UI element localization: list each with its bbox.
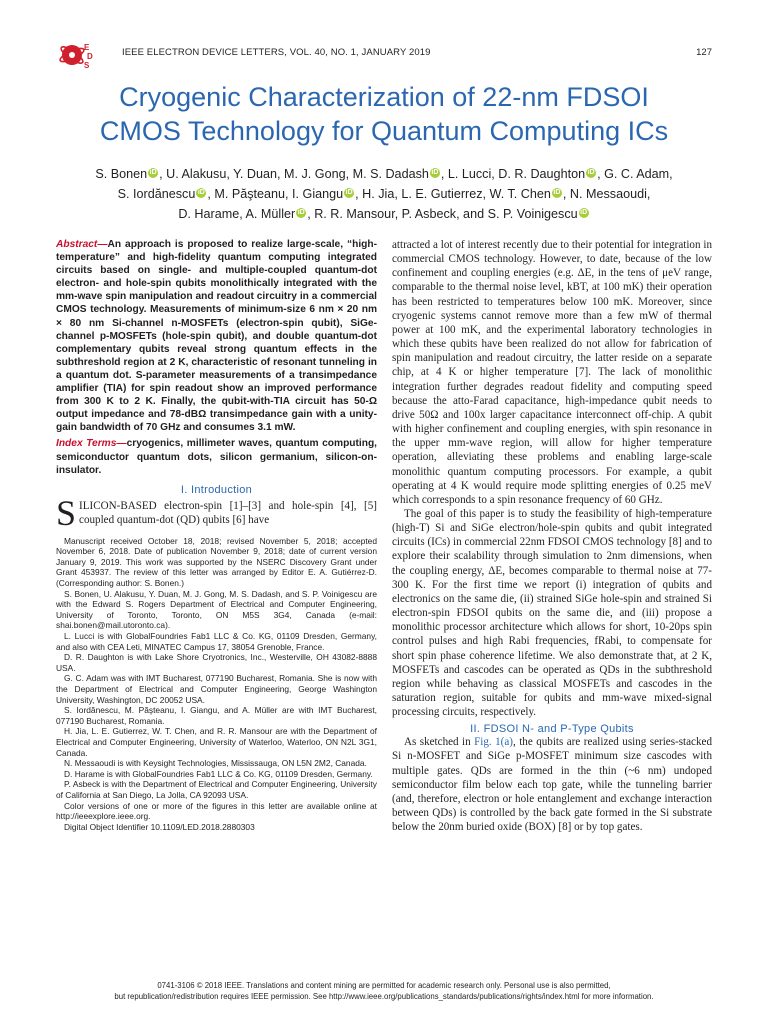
drop-cap: S [56, 492, 77, 533]
right-column [392, 238, 712, 834]
copyright-line-1: 0741-3106 © 2018 IEEE. Translations and content mining are permitted for academic research only. Personal use is also permitted, [157, 981, 611, 990]
footnote: G. C. Adam was with IMT Bucharest, 077190 Bucharest, Romania. She is now with the Department of Electrical and Computer Engineering, George Washington University, Washington, DC 20052 USA. [56, 673, 377, 705]
footnote: L. Lucci is with GlobalFoundries Fab1 LLC & Co. KG, 01109 Dresden, Germany, and also with CEA Leti, MINATEC Campus 17, 38054 Grenoble, France. [56, 631, 377, 652]
author-text: , L. Lucci, D. R. Daughton [440, 167, 586, 181]
footnote: D. R. Daughton is with Lake Shore Cryotronics, Inc., Westerville, OH 43082-8888 USA. [56, 652, 377, 673]
author-text: S. Bonen [95, 167, 148, 181]
author-line-3 [40, 204, 728, 224]
title-line-2: CMOS Technology for Quantum Computing ICs [99, 116, 669, 146]
author-line-1 [40, 164, 728, 184]
orcid-icon[interactable]: iD [197, 189, 205, 196]
footnote: D. Harame is with GlobalFoundries Fab1 LLC & Co. KG, 01109 Dresden, Germany. [64, 768, 373, 779]
left-column [56, 238, 377, 832]
svg-text:E: E [84, 43, 90, 52]
author-line-2 [40, 184, 728, 204]
footnote: S. Bonen, U. Alakusu, Y. Duan, M. J. Gong, M. S. Dadash, and S. P. Voinigescu are with the Edward S. Rogers Department of Electrical and Computer Engineering, University of Toronto, Toronto, ON M5S 3G4, Canada (e-mail: shai.bonen@mail.utoronto.ca). [56, 588, 377, 631]
svg-text:S: S [84, 61, 90, 70]
title-line-1: Cryogenic Characterization of 22-nm FDSOI [119, 82, 649, 112]
paper-title [40, 80, 728, 148]
author-text: , G. C. Adam, [597, 167, 673, 181]
body-text-run: , the qubits are realized using series-stacked Si n-MOSFET and SiGe p-MOSFET minimum size cascodes with multiple gates. QDs are formed in the thin (~6 nm) undoped semiconductor film below each top gate, while the tunneling barrier (and, therefore, electron or hole entanglement and exchange interaction between QDs) is controlled by the back gate formed in the Si substrate below the 20nm buried oxide (BOX) [8] or by top gates. [392, 736, 712, 834]
orcid-icon[interactable]: iD [431, 169, 439, 176]
body-text-run: As sketched in [404, 736, 475, 749]
author-text: , H. Jia, L. E. Gutierrez, W. T. Chen [355, 187, 551, 201]
orcid-icon[interactable]: iD [580, 209, 588, 216]
author-text: , N. Messaoudi, [562, 187, 651, 201]
author-text: S. Iordănescu [117, 187, 196, 201]
index-terms-lead: Index Terms— [56, 438, 127, 450]
body-text-section-2 [392, 735, 712, 834]
abstract-text: An approach is proposed to realize large-scale, “high-temperature” and high-fidelity quantum computing integrated circuits based on single- and multiple-coupled quantum-dot electron- and hole-spin qubits monolithically integrated with the mm-wave spin manipulation and readout circuitry in a commercial CMOS technology. Measurements of minimum-size 6 nm × 20 nm × 80 nm Si-channel n-MOSFETs (electron-spin qubit), SiGe-channel p-MOSFETs (hole-spin qubit), and double quantum-dot complementary qubits reveal strong quantum effects in the subthreshold region at 2 K, characteristic of resonant tunneling in a quantum dot. S-parameter measurements of a transimpedance amplifier (TIA) for spin readout show an improved performance from 300 K to 2 K. Finally, the qubit-with-TIA circuit has 50-Ω output impedance and 78-dBΩ transimpedance gain with a unity-gain bandwidth of 70 GHz and consumes 3.1 mW. [56, 239, 377, 434]
svg-text:D: D [87, 52, 93, 61]
footnote: P. Asbeck is with the Department of Electrical and Computer Engineering, University of California at San Diego, La Jolla, CA 92093 USA. [56, 779, 377, 800]
index-terms-text: cryogenics, millimeter waves, quantum computing, semiconductor quantum dots, silicon germanium, silicon-on-insulator. [56, 438, 378, 476]
body-text [392, 238, 712, 719]
figure-link[interactable]: Fig. 1(a) [474, 736, 513, 749]
copyright-footer [40, 980, 728, 1002]
footnote: S. Iordănescu, M. Păşteanu, I. Giangu, and A. Müller are with IMT Bucharest, 077190 Bucharest, Romania. [56, 705, 377, 726]
orcid-icon[interactable]: iD [297, 209, 305, 216]
author-text: , U. Alakusu, Y. Duan, M. J. Gong, M. S. Dadash [159, 167, 429, 181]
eds-logo-icon [58, 40, 114, 70]
body-paragraph-3 [392, 735, 712, 834]
orcid-icon[interactable]: iD [149, 169, 157, 176]
body-paragraph-2: The goal of this paper is to study the feasibility of high-temperature (high-T) Si and SiGe electron/hole-spin qubits and qubit integrated circuits (ICs) in commercial 22nm FDSOI CMOS technology [8] and to explore their scalability through simulation to 2nm dimensions, when the coupling energy, ΔE, becomes comparable to thermal noise at 77-300 K. For the first time we report (i) integration of qubits and electronics on the same die, (ii) strained SiGe hole-spin and strained Si electron-spin FDSOI qubits on the same die, and (iii) propose a monolithic processor architecture which allows for short, 10-20ps spin control pulses and high Rabi frequencies, fRabi, to compensate for short spin phase coherence lifetime. We also demonstrate that, at 2 K, MOSFETs and cascodes can be operated as QDs in the subthreshold region while behaving as classical MOSFETs and cascodes in the saturation region, suitable for qubits and mm-wave mixed-signal processing circuits, respectively. [392, 507, 712, 719]
author-text: , M. Păşteanu, I. Giangu [207, 187, 344, 201]
page-header [56, 40, 712, 72]
index-terms [56, 437, 377, 476]
section-heading-qubits: II. FDSOI N- and P-Type Qubits [470, 723, 634, 736]
footnotes [56, 536, 377, 833]
intro-text: ILICON-BASED electron-spin [1]–[3] and hole-spin [4], [5] coupled quantum-dot (QD) qubits [6] have [79, 499, 377, 526]
orcid-icon[interactable]: iD [587, 169, 595, 176]
footnote: Manuscript received October 18, 2018; revised November 5, 2018; accepted November 6, 2018. Date of publication November 9, 2018; date of current version January 9, 2019. This work was supported by the NSERC Discovery Grant under Grant 453937. The review of this letter was arranged by Editor E. A. Gutiérrez-D. (Corresponding author: S. Bonen.) [56, 535, 377, 589]
copyright-line-2: but republication/redistribution requires IEEE permission. See http://www.ieee.org/publications_standards/publications/rights/index.html for more information. [114, 992, 654, 1001]
author-list [40, 164, 728, 224]
author-text: D. Harame, A. Müller [178, 207, 296, 221]
footnote: Color versions of one or more of the figures in this letter are available online at http://ieeexplore.ieee.org. [56, 800, 377, 822]
journal-name: IEEE ELECTRON DEVICE LETTERS, VOL. 40, NO. 1, JANUARY 2019 [122, 47, 431, 58]
intro-paragraph [56, 492, 377, 533]
author-text: , R. R. Mansour, P. Asbeck, and S. P. Voinigescu [307, 207, 578, 221]
section-heading-introduction: I. Introduction [180, 483, 253, 496]
orcid-icon[interactable]: iD [553, 189, 561, 196]
footnote: N. Messaoudi is with Keysight Technologies, Mississauga, ON L5N 2M2, Canada. [64, 758, 367, 769]
abstract [56, 238, 377, 434]
orcid-icon[interactable]: iD [345, 189, 353, 196]
doi[interactable]: Digital Object Identifier 10.1109/LED.2018.2880303 [64, 821, 255, 832]
footnote: H. Jia, L. E. Gutierrez, W. T. Chen, and R. R. Mansour are with the Department of Electrical and Computer Engineering, University of Waterloo, Waterloo, ON N2L 3G1, Canada. [56, 726, 377, 758]
page-number: 127 [696, 47, 712, 58]
abstract-lead: Abstract— [56, 239, 108, 250]
body-paragraph-1: attracted a lot of interest recently due to their potential for integration in commercial CMOS technology. However, to date, because of the low confinement and coupling energies (e.g. ΔE, in the tens of μeV range, comparable to the thermal noise level, kBT, at 100 mK) their operation has been restricted to temperatures below 100 mK. Moreover, since cryogenic systems cannot remove more than a few mW of thermal power at 100 mK, and the experimental laboratory technologies in which these qubits have been realized do not allow for fabrication of spin manipulation and readout circuitry, the latter reside on a separate chip, at 4 K or higher temperature [7]. The lack of monolithic integration further degrades readout fidelity and computing speed because the atto-Farad capacitance, high-impedance qubit needs to drive 50Ω and 100x larger capacitance interconnect off-chip. A qubit with higher confinement and coupling energies, with spin resonance in the upper mm-wave region, will allow for higher temperature operation, alleviating these problems and enabling large-scale monolithic quantum computing processors. For example, a qubit operating at 4 K would require mode splitting energies of 0.25 meV which corresponds to a spin resonance frequency of 60 GHz. [392, 239, 712, 506]
